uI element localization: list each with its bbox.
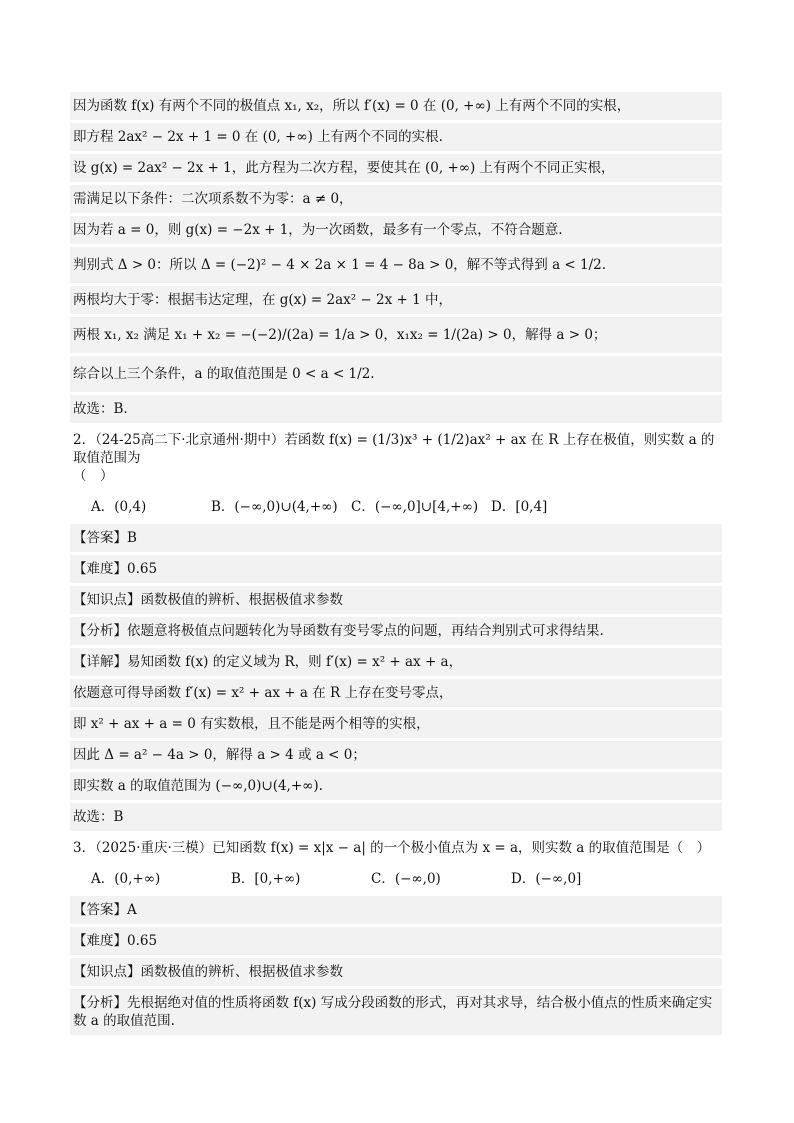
answer-line: 【答案】B [70,524,722,552]
document-content [70,92,722,1038]
question-2-options [70,493,722,521]
solution-line: 两根 x₁, x₂ 满足 x₁ + x₂ = −(−2)/(2a) = 1/a > 0，x₁x₂ = 1/(2a) > 0，解得 a > 0； [70,317,722,353]
detail-line: 因此 Δ = a² − 4a > 0，解得 a > 4 或 a < 0； [70,741,722,769]
option-b: B．(−∞,0)∪(4,+∞) [211,499,338,515]
solution-line: 故选：B. [70,395,722,423]
detail-line: 依题意可得导函数 f′(x) = x² + ax + a 在 R 上存在变号零点， [70,679,722,707]
option-c: C．(−∞,0]∪[4,+∞) [351,499,479,515]
option-d: D．(−∞,0] [511,871,582,887]
analysis-line: 【分析】先根据绝对值的性质将函数 f(x) 写成分段函数的形式，再对其求导，结合极小值点的性质来确定实数 a 的取值范围. [70,989,722,1035]
solution-line: 两根均大于零：根据韦达定理，在 g(x) = 2ax² − 2x + 1 中， [70,286,722,314]
difficulty-line: 【难度】0.65 [70,927,722,955]
option-a: A．(0,4) [91,499,147,515]
detail-line: 即 x² + ax + a = 0 有实数根，且不能是两个相等的实根， [70,710,722,738]
solution-line: 设 g(x) = 2ax² − 2x + 1，此方程为二次方程，要使其在 (0, +∞) 上有两个不同正实根， [70,154,722,182]
solution-line: 因为函数 f(x) 有两个不同的极值点 x₁, x₂，所以 f′(x) = 0 在 (0, +∞) 上有两个不同的实根， [70,92,722,120]
knowledge-line: 【知识点】函数极值的辨析、根据极值求参数 [70,586,722,614]
option-c: C．(−∞,0) [371,871,441,887]
detail-line: 【详解】易知函数 f(x) 的定义域为 R，则 f′(x) = x² + ax + a， [70,648,722,676]
difficulty-line: 【难度】0.65 [70,555,722,583]
solution-line: 判别式 Δ > 0：所以 Δ = (−2)² − 4 × 2a × 1 = 4 − 8a > 0，解不等式得到 a < 1/2. [70,247,722,283]
solution-line: 需满足以下条件：二次项系数不为零：a ≠ 0， [70,185,722,213]
option-b: B．[0,+∞) [231,871,301,887]
answer-paren: （ ） [73,468,114,484]
option-a: A．(0,+∞) [91,871,161,887]
question-3-options [70,865,722,893]
option-d: D．[0,4] [491,499,548,515]
answer-line: 【答案】A [70,896,722,924]
question-3-stem: 3．（2025·重庆·三模）已知函数 f(x) = x|x − a| 的一个极小值点为 x = a，则实数 a 的取值范围是（ ） [70,834,722,862]
solution-line: 因为若 a = 0，则 g(x) = −2x + 1，为一次函数，最多有一个零点，不符合题意. [70,216,722,244]
solution-line: 综合以上三个条件，a 的取值范围是 0 < a < 1/2. [70,356,722,392]
knowledge-line: 【知识点】函数极值的辨析、根据极值求参数 [70,958,722,986]
solution-line: 即方程 2ax² − 2x + 1 = 0 在 (0, +∞) 上有两个不同的实根. [70,123,722,151]
analysis-line: 【分析】依题意将极值点问题转化为导函数有变号零点的问题，再结合判别式可求得结果. [70,617,722,645]
detail-line: 故选：B [70,803,722,831]
detail-line: 即实数 a 的取值范围为 (−∞,0)∪(4,+∞). [70,772,722,800]
question-2-stem: 2．（24-25高二下·北京通州·期中）若函数 f(x) = (1/3)x³ + (1/2)ax² + ax 在 R 上存在极值，则实数 a 的取值范围为 （ ） [70,426,722,490]
